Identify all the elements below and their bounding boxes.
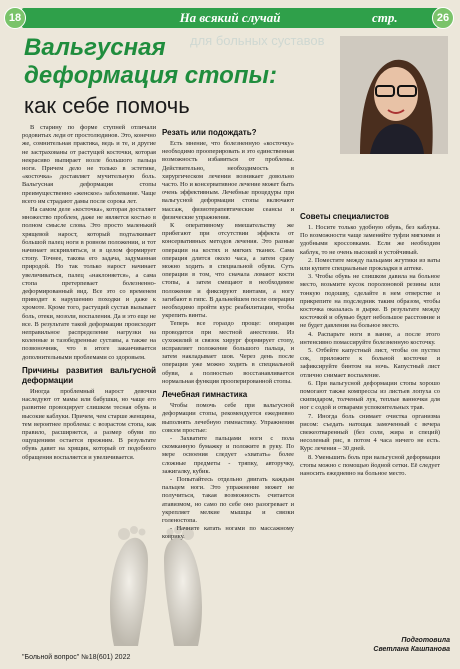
page-header (0, 6, 460, 30)
rubric-title: На всякий случай (179, 10, 281, 25)
page-label: стр. (372, 10, 398, 25)
page-number-left: 18 (4, 7, 26, 29)
tip-item: 1. Носите только удобную обувь, без каблука. По возможности чаще заменяйте туфли мягкими и удобными кроссовками. Если же необходим каблук, то не очень высокий и устойчивый. (300, 224, 440, 256)
paragraph: Иногда проблемный нарост девочки наследуют от мамы или бабушки, но чаще его развитие провоцирует слишком тесная обувь и высокие каблуки. Причем, чем старше женщина, тем вероятнее проблема: с возрастом стопа, как правило, расширяется, а размер обуви по ощущениям остается прежним. В результате обувь давит на хрящик, который от подобного обращения воспаляется и увеличивается. (22, 387, 156, 461)
article-title: Вальгусная деформация стопы: (24, 34, 277, 89)
tip-item: 5. Отбейте капустный лист, чтобы он пустил сок, приложите к больной косточке и зафиксируйте бинтом на ночь. Капустный лист отлично снимает воспаление. (300, 347, 440, 379)
page-footer: "Больной вопрос" №18(601) 2022 (22, 654, 131, 661)
tip-item: 2. Поместите между пальцами жгутики из ваты или купите специальные прокладки в аптеке. (300, 256, 440, 273)
page-number-right: 26 (432, 7, 454, 29)
list-item: - Начните катать ногами по массажному коврику. (162, 525, 294, 541)
section-heading-wait: Резать или подождать? (162, 128, 257, 137)
column-3 (300, 208, 440, 648)
column-2 (162, 124, 294, 654)
paragraph: Теперь все гораздо проще: операция проводится при местной анестезии. Из сухожилий и связок хирург формирует стопу, исправляет положение большого пальца, и затем накладывает шов. Через день после операции уже можно ходить в специальной обуви, а полностью восстанавливается нормальная функция прооперированной стопы. (162, 320, 294, 385)
author-signature (310, 636, 450, 654)
paragraph: Есть мнение, что болезненную «косточку» необходимо прооперировать и это единственная возможность избавиться от проблемы. Действительно, необходимость в хирургическом лечении возникает довольно часто. Но и консервативное лечение может быть очень эффективным. Лечебные процедуры при вальгусной деформации стопы включают массаж, физиотерапевтические сеансы и физические упражнения. (162, 140, 294, 221)
section-heading-causes: Причины развития вальгусной деформации (22, 365, 156, 385)
article-subtitle: как себе помочь (24, 93, 190, 118)
tip-item: 3. Чтобы обувь не слишком давила на больное место, возьмите кусок поролоновой резины или тонкую подошву, сделайте в нем отверстие и прикрепите на подследник таким образом, чтобы косточка оказалась в дырке. В результате между косточкой и обувью будет небольшое расстояние и не будет давления на больное место. (300, 273, 440, 330)
section-heading-tips: Советы специалистов (300, 212, 389, 221)
signature-line-1: Подготовила (401, 637, 450, 644)
tip-item: 7. Иногда боль снимает очистка организма рисом: съедать натощак замоченный с вечера свежеотваренный (без соли, жира и специй) несоленый рис, в потом 4 часа ничего не есть. Курс лечения – 30 дней. (300, 412, 440, 453)
top-strip-text: для больных суставов (190, 33, 325, 48)
list-item: - Попытайтесь отдельно двигать каждым пальцем ноги. Это упражнение может не получиться, такая возможность считается атавизмом, но само по себе оно разогревает и укрепляет мелкие мышцы и связки голеностопа. (162, 475, 294, 524)
paragraph: В старину по форме ступней отличали родовитых леди от простолюдинов. Это, конечно же, сомнительная практика, ведь и те, и другие не застрахованы от растущей косточки, которая некрасиво выпирает возле большого пальца ноги. Причем дело не только в эстетике, «косточка» доставляет мучительную боль. Вальгусная деформация стопы преимущественно «женское» заболевание. Чаще всего им страдают дамы после сорока лет. (22, 124, 156, 205)
tip-item: 8. Уменьшить боль при вальгусной деформации стопы можно с помощью йодной сетки. Её следует наносить ежедневно на больное место. (300, 453, 440, 478)
tip-item: 4. Распарьте ноги в ванне, а после этого интенсивно помассируйте болезненную косточку. (300, 330, 440, 346)
author-photo (340, 36, 448, 154)
signature-line-2: Светлана Кашпанова (373, 646, 450, 653)
tip-item: 6. При вальгусной деформации стопы хорошо помогают также компрессы из листьев лопуха со скипидаром, толченый лук, теплые ванночки для ног с содой и отварами успокоительных трав. (300, 379, 440, 412)
section-heading-gym: Лечебная гимнастика (162, 390, 248, 400)
paragraph: На самом деле «косточка», которая досталяет множество проблем, даже не является костью в полном смысле слова. Это просто маленький хрящевой нарост, который подталкивает большой палец ноги в ровном положении, и тот начинает искривляться, и в целом формирует стопу. Точнее, такова его задача, задуманная природой. Но так только нарост начинает увеличиваться, палец «наклоняется», а сама стопа претерпевает болезненно-деформированный вид. Все это со временем приводит к нарушению походки и даже к хромоте. Кроме того, растущий сустав вызывает боль, отеки, мозоли, воспаления. Да и это еще не все. В результате такой деформации происходит неправильное распределение нагрузки на коленные и тазобедренные суставы, а также на позвоночник, что в итоге заканчивается дополнительными проблемами со здоровьем. (22, 206, 156, 361)
paragraph: Чтобы помочь себе при вальгусной деформации стопы, рекомендуется ежедневно выполнять лечебную гимнастику. Упражнения совсем простые: (162, 402, 294, 434)
paragraph: К оперативному вмешательству же прибегают при отсутствии эффекта от консервативных методов лечения. Это разные операции на костях и мягких тканях. Сама операция длится около часа, а затем сразу можно ходить в специальной обуви. Суть операции в том, что сначала ломают кости стопы, а затем смещают в необходимое положение и фиксируют винтами, а ногу загибают в гипс. В дальнейшем после операции необходимо пройти курс реабилитации, чтобы укрепить винты. (162, 222, 294, 320)
list-item: - Захватите пальцами ноги с пола скомканную бумажку и положите в руку. По мере освоения следует «хватать» более сложные предметы - тряпку, авторучку, зажигалку, кубик. (162, 434, 294, 475)
